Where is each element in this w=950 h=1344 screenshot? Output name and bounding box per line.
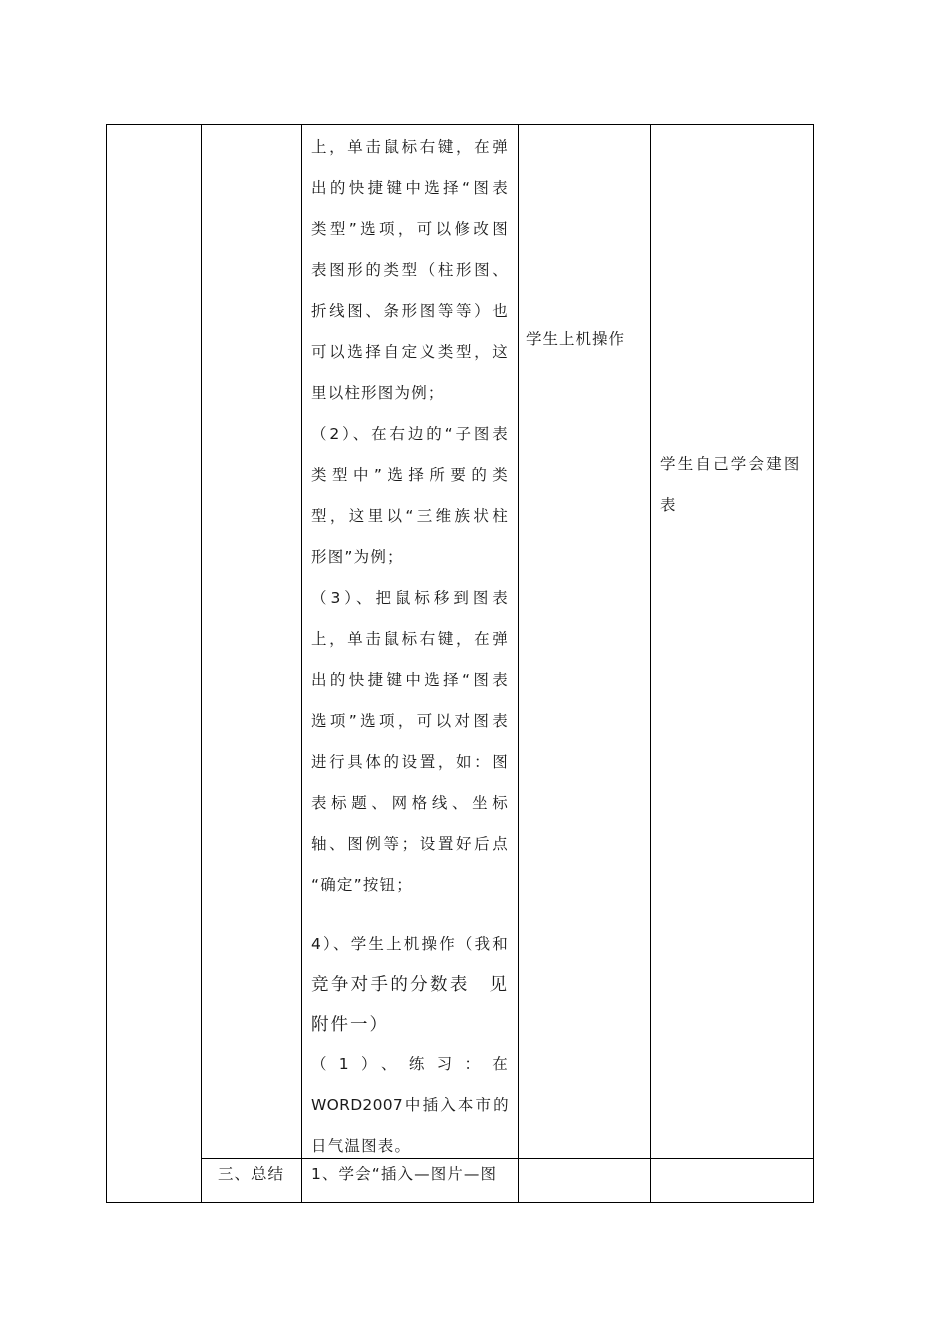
- content-line: （1）、练习：在: [311, 1055, 509, 1073]
- design-intent-line: 学生自己学会建图: [660, 455, 802, 473]
- column-divider-1: [201, 124, 202, 1203]
- content-line: 类型”选项，可以修改图: [311, 220, 509, 238]
- column-divider-2: [301, 124, 302, 1203]
- student-activity-text: 学生上机操作: [526, 330, 626, 348]
- content-line: 可以选择自定义类型，这: [311, 343, 509, 361]
- content-line: 上，单击鼠标右键，在弹: [311, 138, 509, 156]
- content-line: 4）、学生上机操作（我和: [311, 935, 509, 953]
- content-line: 选项”选项，可以对图表: [311, 712, 509, 730]
- content-line: 表标题、网格线、坐标: [311, 794, 509, 812]
- section-label: 三、总结: [218, 1165, 285, 1183]
- content-line: （2）、在右边的“子图表: [311, 425, 509, 443]
- content-line: “确定”按钮；: [311, 876, 413, 894]
- content-line: 出的快捷键中选择“图表: [311, 179, 509, 197]
- design-intent-line: 表: [660, 496, 677, 514]
- content-line: 表图形的类型（柱形图、: [311, 261, 509, 279]
- content-line: 竞争对手的分数表 见: [311, 975, 509, 995]
- content-line: （3）、把鼠标移到图表: [311, 589, 509, 607]
- content-line: 形图”为例；: [311, 548, 404, 566]
- content-line: WORD2007中插入本市的: [311, 1096, 509, 1114]
- table-right-border: [813, 124, 814, 1203]
- content-line: 里以柱形图为例；: [311, 384, 445, 402]
- content-line: 上，单击鼠标右键，在弹: [311, 630, 509, 648]
- table-top-border: [106, 124, 814, 125]
- table-left-border: [106, 124, 107, 1203]
- content-line: 轴、图例等；设置好后点: [311, 835, 509, 853]
- content-line: 附件一）: [311, 1015, 389, 1035]
- content-line: 类型中”选择所要的类: [311, 466, 509, 484]
- content-line: 折线图、条形图等等）也: [311, 302, 509, 320]
- summary-line: 1、学会“插入—图片—图: [311, 1165, 498, 1183]
- content-line: 出的快捷键中选择“图表: [311, 671, 509, 689]
- column-divider-3: [518, 124, 519, 1203]
- content-line: 型，这里以“三维族状柱: [311, 507, 509, 525]
- content-line: 进行具体的设置，如：图: [311, 753, 509, 771]
- content-line: 日气温图表。: [311, 1137, 412, 1155]
- table-bottom-border: [106, 1202, 814, 1203]
- column-divider-4: [650, 124, 651, 1203]
- teaching-process-cell: [311, 127, 509, 1167]
